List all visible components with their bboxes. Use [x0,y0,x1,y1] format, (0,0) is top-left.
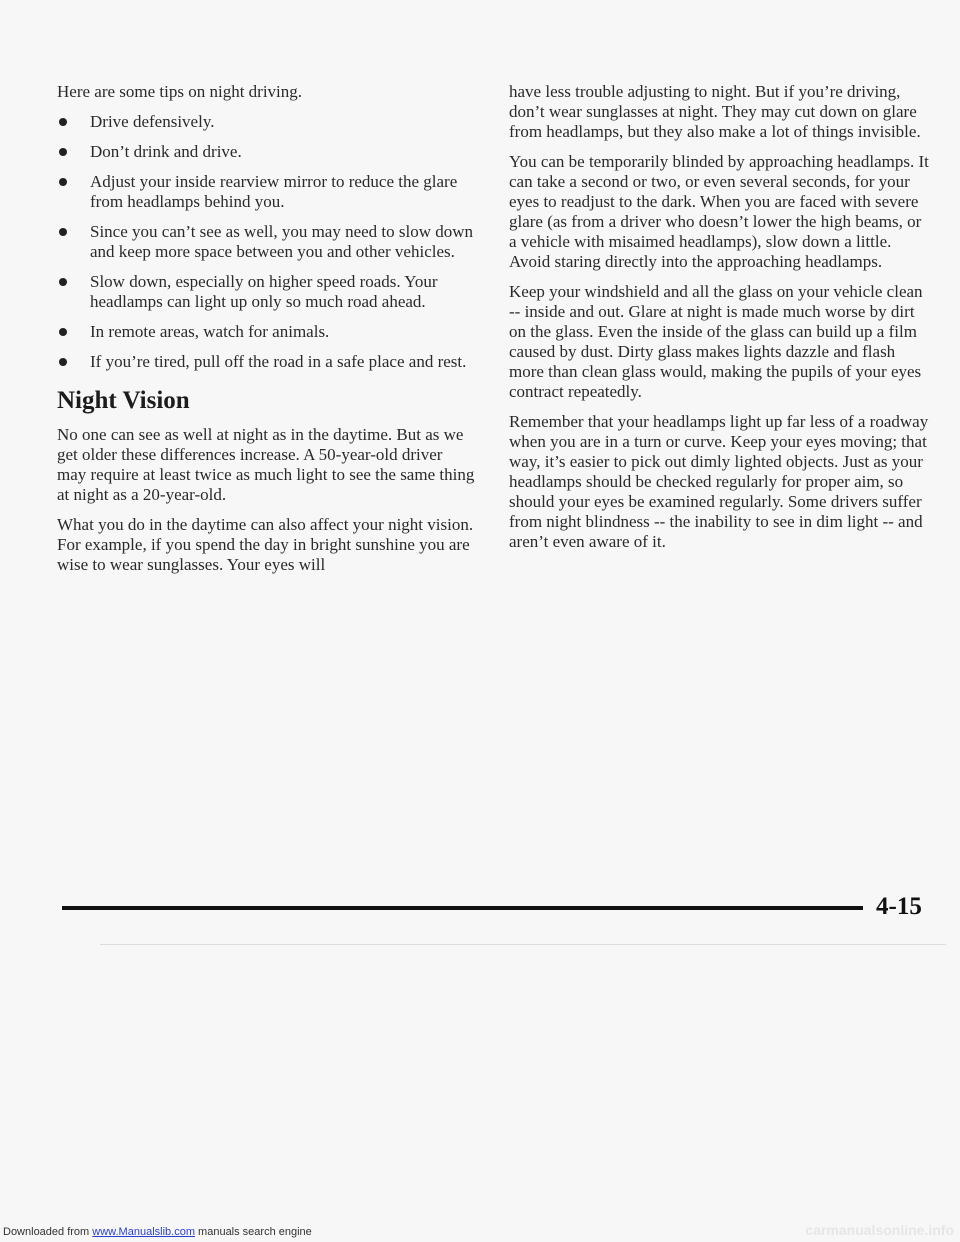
list-item: Don’t drink and drive. [57,142,475,162]
paragraph: Keep your windshield and all the glass on your vehicle clean -- inside and out. Glare at night is made much worse by dirt on the glass. Even the inside of the glass can build up a film caused by dust. Dirty glass makes lights dazzle and flash more than clean glass would, making the pupils of your eyes contract repeatedly. [509,282,923,401]
paragraph: Remember that your headlamps light up far less of a roadway when you are in a turn or curve. Keep your eyes moving; that way, it’s easier to pick out dimly lighted objects. Just as your headlamps should be checked regularly for proper aim, so should your eyes be examined regularly. Some drivers suffer from night blindness -- the inability to see in dim light -- and aren’t even aware of it. [509,412,929,551]
footer-suffix: manuals search engine [198,1226,312,1238]
section-heading: Night Vision [57,387,190,414]
bullet-icon [59,118,67,126]
night-driving-tips-list [57,112,475,372]
faint-divider [100,944,946,945]
bullet-icon [59,178,67,186]
list-item: In remote areas, watch for animals. [57,322,475,342]
watermark: carmanualsonline.info [805,1222,954,1238]
page-divider [62,906,863,910]
list-item: Adjust your inside rearview mirror to reduce the glare from headlamps behind you. [57,172,475,212]
bullet-icon [59,328,67,336]
right-column [509,82,929,562]
list-item: Since you can’t see as well, you may need to slow down and keep more space between you and other vehicles. [57,222,475,262]
bullet-icon [59,358,67,366]
bullet-icon [59,148,67,156]
bullet-icon [59,228,67,236]
list-item: If you’re tired, pull off the road in a safe place and rest. [57,352,475,372]
paragraph: You can be temporarily blinded by approaching headlamps. It can take a second or two, or even several seconds, for your eyes to readjust to the dark. When you are faced with severe glare (as from a driver who doesn’t lower the high beams, or a vehicle with misaimed headlamps), slow down a little. Avoid staring directly into the approaching headlamps. [509,152,929,271]
list-item: Slow down, especially on higher speed roads. Your headlamps can light up only so much road ahead. [57,272,475,312]
paragraph: No one can see as well at night as in the daytime. But as we get older these differences increase. A 50-year-old driver may require at least twice as much light to see the same thing at night as a 20-year-old. [57,425,475,504]
paragraph: What you do in the daytime can also affect your night vision. For example, if you spend the day in bright sunshine you are wise to wear sunglasses. Your eyes will [57,515,474,574]
bullet-icon [59,278,67,286]
list-item: Drive defensively. [57,112,475,132]
download-footer [3,1226,312,1238]
intro-text: Here are some tips on night driving. [57,82,303,101]
paragraph: have less trouble adjusting to night. But if you’re driving, don’t wear sunglasses at night. They may cut down on glare from headlamps, but they also make a lot of things invisible. [509,82,921,141]
footer-prefix: Downloaded from [3,1226,90,1238]
page-number: 4-15 [876,893,922,920]
left-column [57,82,475,585]
manualslib-link[interactable]: www.Manualslib.com [92,1226,195,1238]
